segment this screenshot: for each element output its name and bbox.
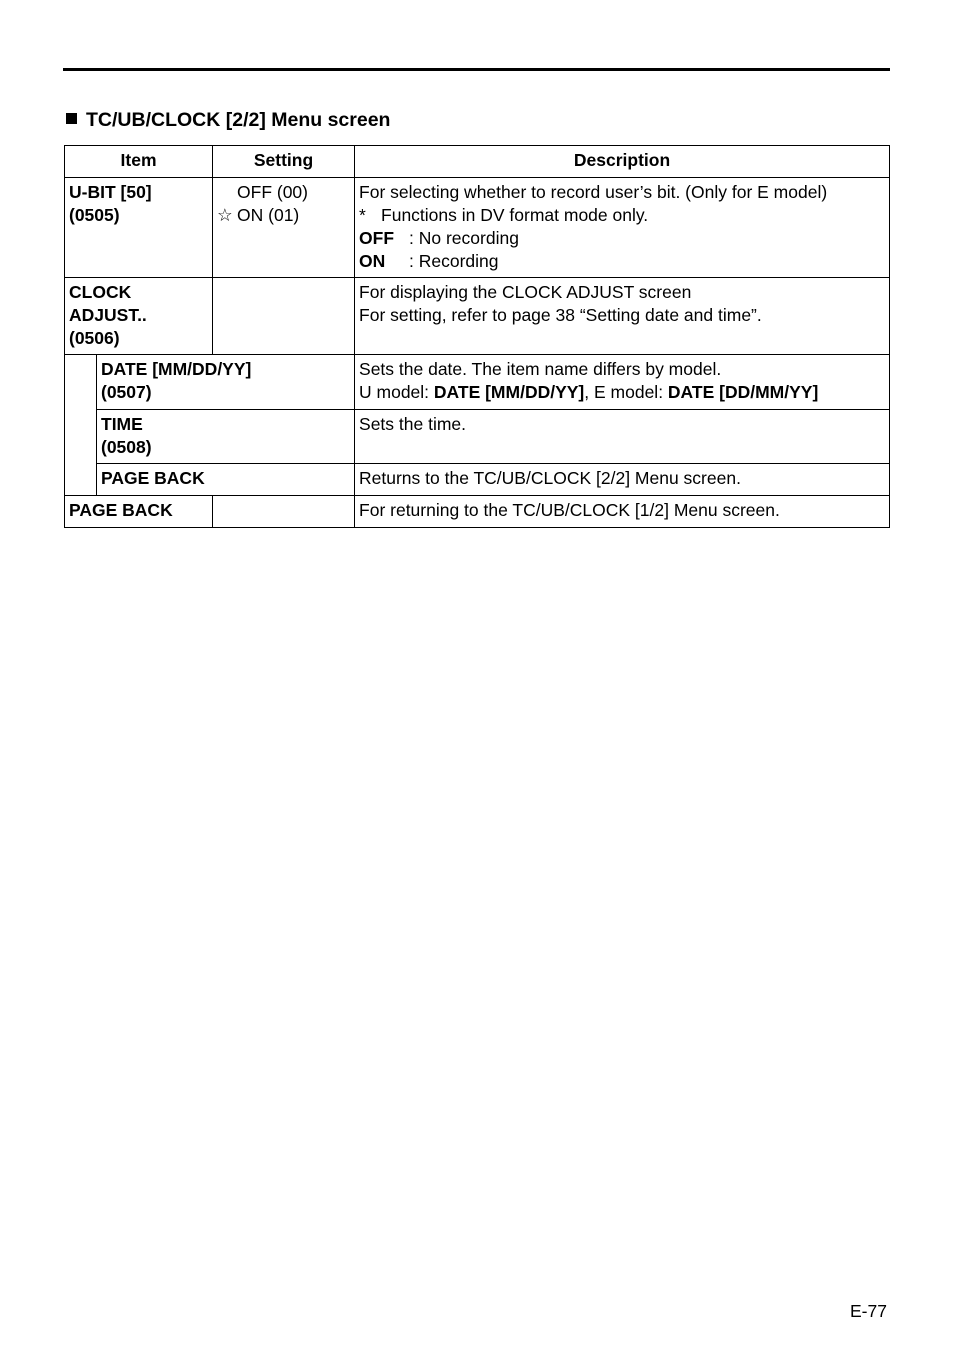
table-row-clock-adjust <box>65 278 890 355</box>
ubit-item-code: (0505) <box>69 205 120 225</box>
clock-adjust-setting <box>213 278 355 355</box>
table-row-page-back <box>65 496 890 528</box>
default-star-icon: ☆ <box>217 205 233 225</box>
clock-adjust-item-line2: ADJUST.. <box>69 305 147 325</box>
square-bullet-icon <box>66 113 77 124</box>
table-row-date <box>65 355 890 410</box>
section-title: TC/UB/CLOCK [2/2] Menu screen <box>86 109 391 131</box>
header-setting: Setting <box>213 146 355 178</box>
page-back-description <box>355 496 890 528</box>
table-row-time <box>65 410 890 464</box>
ubit-on-key: ON <box>359 251 386 271</box>
ubit-desc-main: For selecting whether to record user’s bit. (Only for E model) <box>359 182 828 202</box>
clock-adjust-item <box>65 278 213 355</box>
time-item-code: (0508) <box>101 437 152 457</box>
clock-adjust-desc-line2: For setting, refer to page 38 “Setting date and time”. <box>359 305 762 325</box>
page-back-item-name: PAGE BACK <box>69 500 173 520</box>
top-rule <box>63 68 890 71</box>
clock-adjust-item-line1: CLOCK <box>69 282 132 302</box>
page-number: E-77 <box>850 1301 887 1321</box>
clock-adjust-item-code: (0506) <box>69 328 120 348</box>
sub-page-back-description <box>355 464 890 496</box>
time-item <box>97 410 355 464</box>
note-asterisk: * <box>359 205 366 225</box>
date-item <box>97 355 355 410</box>
date-item-code: (0507) <box>101 382 152 402</box>
sub-page-back-item <box>97 464 355 496</box>
sub-item-indent-cell <box>65 355 97 496</box>
ubit-off-key: OFF <box>359 228 395 248</box>
ubit-note-text: Functions in DV format mode only. <box>381 205 649 225</box>
date-item-name: DATE [MM/DD/YY] <box>101 359 252 379</box>
page-back-desc: For returning to the TC/UB/CLOCK [1/2] Menu screen. <box>359 500 780 520</box>
sub-page-back-desc: Returns to the TC/UB/CLOCK [2/2] Menu screen. <box>359 468 741 488</box>
ubit-description <box>355 178 890 278</box>
section-heading <box>66 109 390 132</box>
table-header-row <box>65 146 890 178</box>
ubit-item-name: U-BIT [50] <box>69 182 152 202</box>
clock-adjust-desc-line1: For displaying the CLOCK ADJUST screen <box>359 282 692 302</box>
date-e-model-value: DATE [DD/MM/YY] <box>667 382 819 402</box>
page-back-setting <box>213 496 355 528</box>
menu-table <box>64 145 890 528</box>
ubit-on-value: : Recording <box>409 251 499 271</box>
table-row-ubit <box>65 178 890 278</box>
sub-page-back-item-name: PAGE BACK <box>101 468 205 488</box>
header-description: Description <box>355 146 890 178</box>
ubit-setting-off: OFF (00) <box>237 182 308 202</box>
time-desc: Sets the time. <box>359 414 467 434</box>
clock-adjust-description <box>355 278 890 355</box>
date-desc-line1: Sets the date. The item name differs by model. <box>359 359 722 379</box>
ubit-setting <box>213 178 355 278</box>
time-item-name: TIME <box>101 414 143 434</box>
page-back-item <box>65 496 213 528</box>
date-u-model-prefix: U model: <box>359 382 434 402</box>
ubit-off-value: : No recording <box>409 228 519 248</box>
ubit-setting-on: ON (01) <box>237 205 300 225</box>
ubit-item <box>65 178 213 278</box>
date-u-model-value: DATE [MM/DD/YY] <box>433 382 585 402</box>
date-description <box>355 355 890 410</box>
header-item: Item <box>65 146 213 178</box>
table-row-sub-page-back <box>65 464 890 496</box>
date-e-model-prefix: , E model: <box>584 382 668 402</box>
time-description <box>355 410 890 464</box>
